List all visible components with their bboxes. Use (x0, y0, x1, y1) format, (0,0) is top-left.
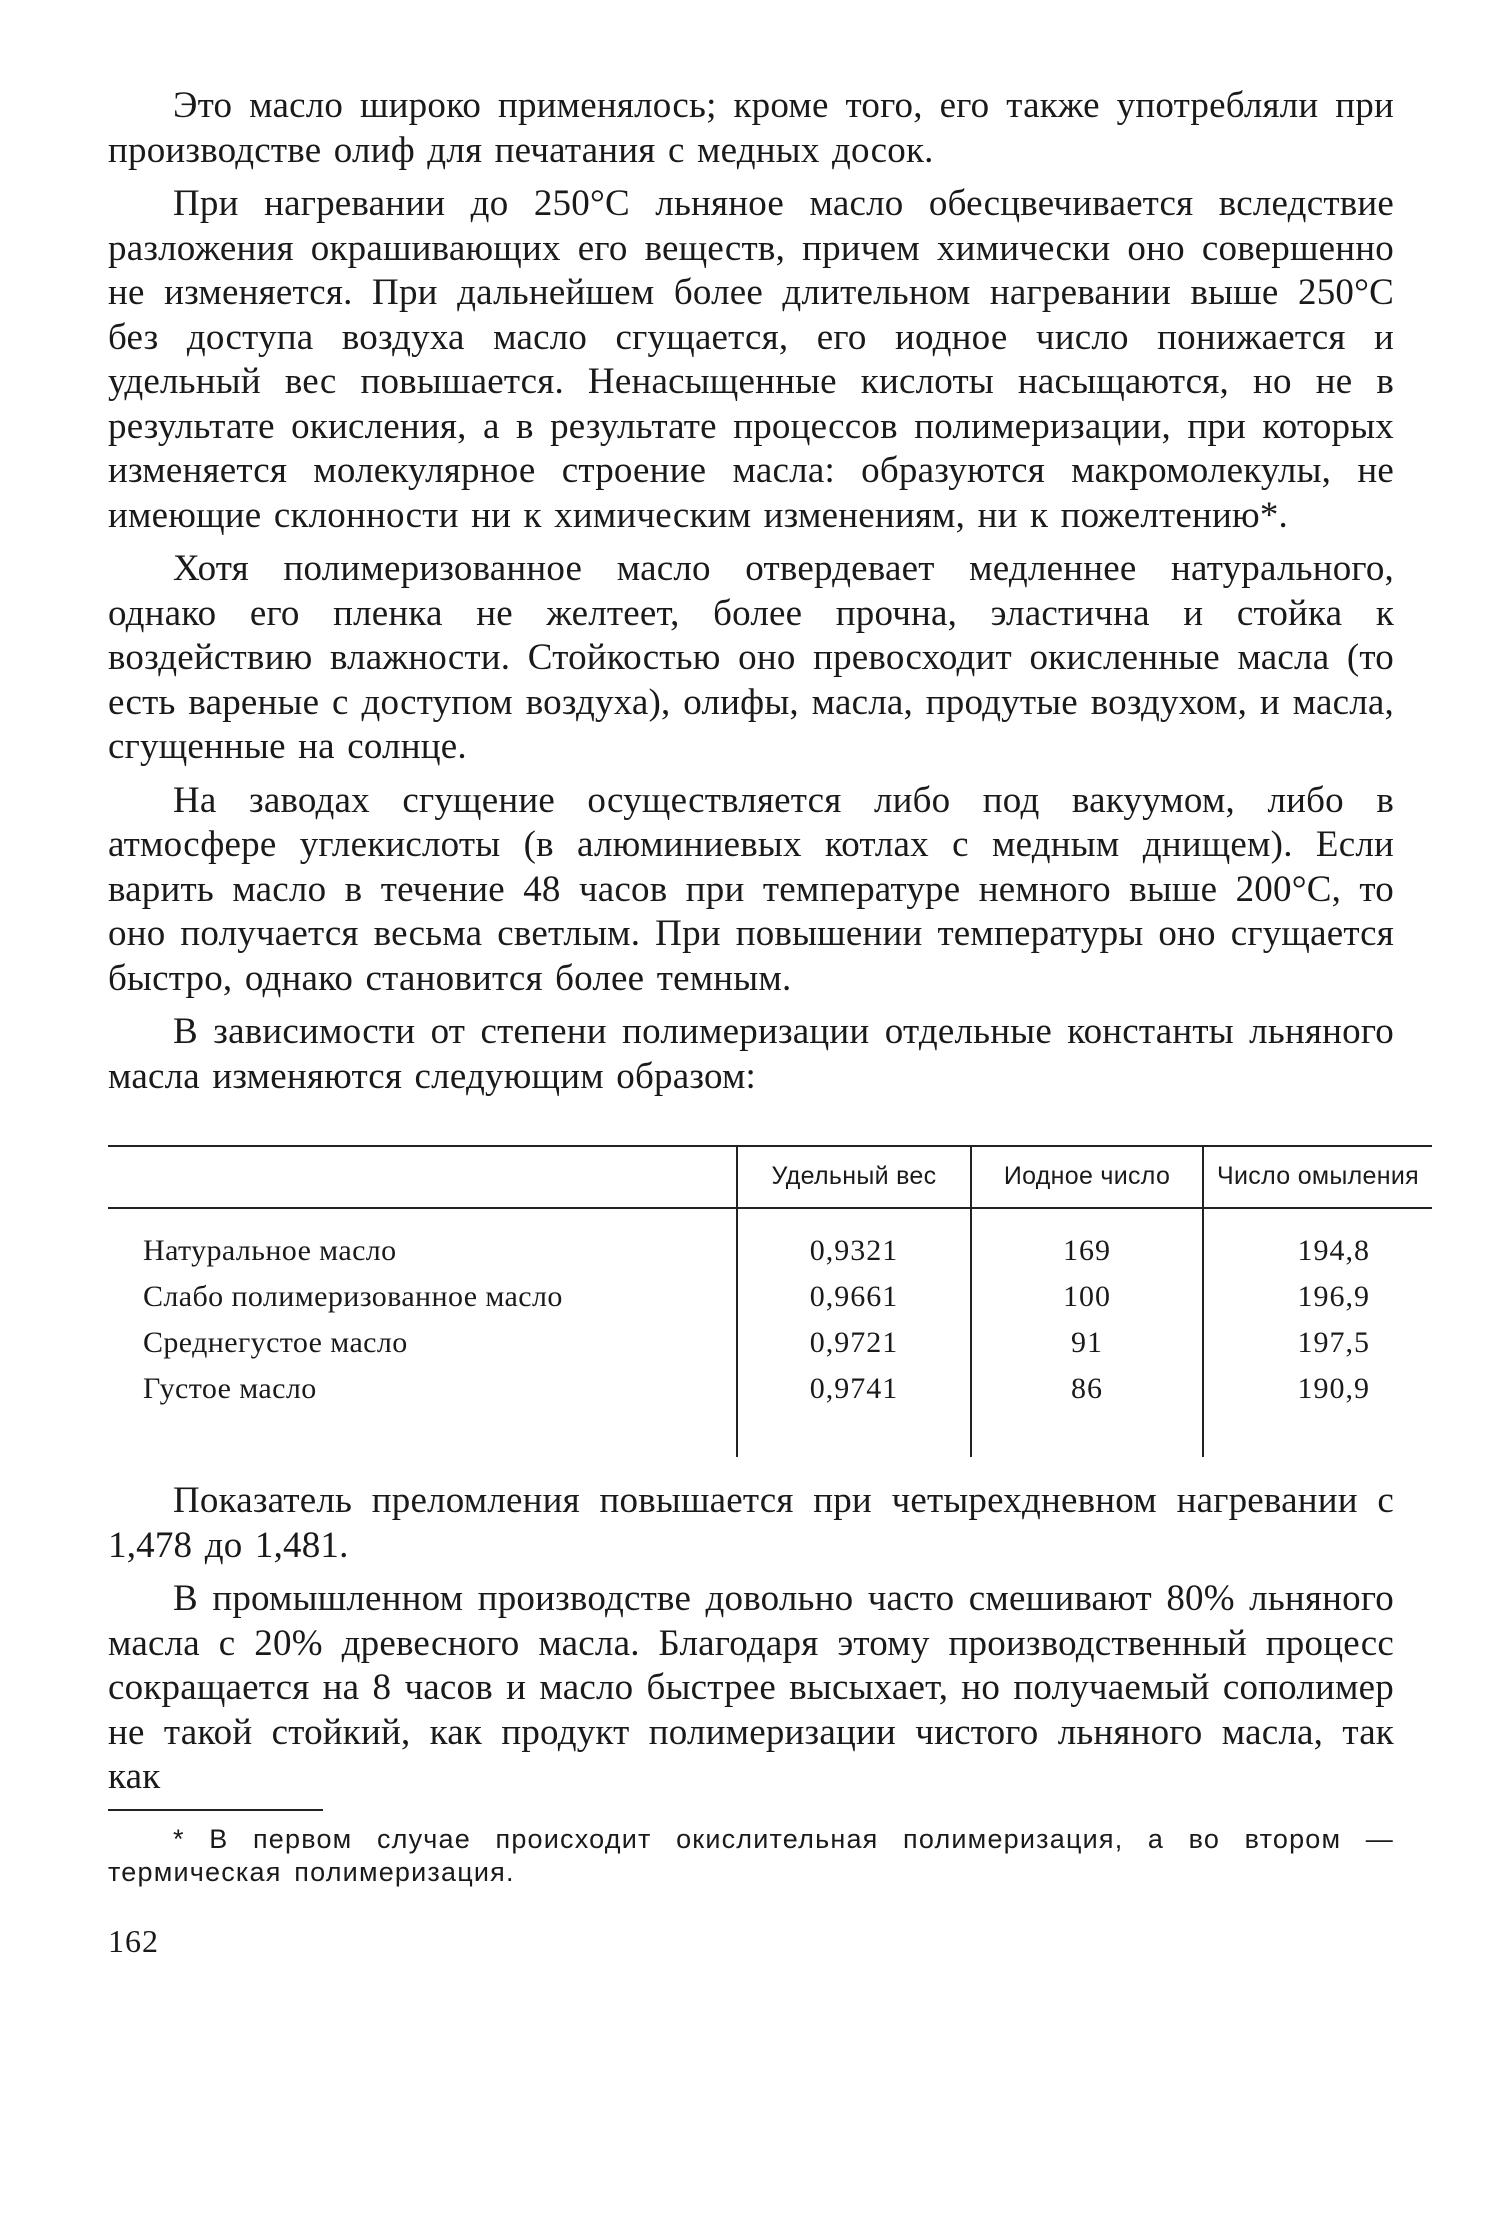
table-row (108, 1366, 1432, 1457)
paragraph: Это масло широко применялось; кроме того, его также употребляли при производстве олиф для печатания с медных досок. (108, 85, 1394, 171)
table-row (108, 1208, 1432, 1274)
oil-name: Слабо полимеризованное масло (143, 1280, 563, 1313)
iodine-number-value: 91 (971, 1320, 1203, 1366)
paragraph: Хотя полимеризованное масло отвердевает медленнее натурального, однако его пленка не желтеет, более прочна, эластична и стойка к воздействию влажности. Стойкостью оно превосходит окисленные масла (то есть вареные с доступом воздуха), олифы, масла, продутые воздухом, и масла, сгущенные на солнце. (108, 548, 1394, 767)
constants-table (108, 1145, 1432, 1457)
paragraph: В зависимости от степени полимеризации отдельные константы льняного масла изменяются следующим образом: (108, 1011, 1394, 1097)
text-after-table (108, 1479, 1394, 1800)
header-oil-type (108, 1146, 737, 1208)
page-number: 162 (108, 1922, 159, 1959)
oil-constants-table (108, 1145, 1419, 1457)
header-iodine-number: Иодное число (971, 1146, 1203, 1208)
saponification-number-value: 196,9 (1203, 1274, 1432, 1320)
iodine-number-value: 100 (971, 1274, 1203, 1320)
saponification-number-value: 190,9 (1203, 1366, 1432, 1457)
iodine-number-value: 86 (971, 1366, 1203, 1457)
book-page (108, 84, 1419, 1960)
footnote-divider (108, 1809, 323, 1811)
table-row (108, 1320, 1432, 1366)
specific-gravity-value: 0,9661 (737, 1274, 971, 1320)
paragraph: В промышленном производстве довольно часто смешивают 80% льняного масла с 20% древесного масла. Благодаря этому производственный процесс сокращается на 8 часов и масло быстрее высыхает, но получаемый сополимер не такой стойкий, как продукт полимеризации чистого льняного масла, так как (108, 1578, 1394, 1797)
specific-gravity-value: 0,9321 (737, 1208, 971, 1274)
paragraph: Показатель преломления повышается при четырехдневном нагревании с 1,478 до 1,481. (108, 1480, 1394, 1566)
oil-name: Натуральное масло (143, 1234, 397, 1267)
header-saponification-number: Число омыления (1203, 1146, 1432, 1208)
specific-gravity-value: 0,9741 (737, 1366, 971, 1457)
paragraph: При нагревании до 250°С льняное масло обесцвечивается вследствие разложения окрашивающих его веществ, причем химически оно совершенно не изменяется. При дальнейшем более длительном нагревании выше 250°С без доступа воздуха масло сгущается, его иодное число понижается и удельный вес повышается. Ненасыщенные кислоты насыщаются, но не в результате окисления, а в результате процессов полимеризации, при которых изменяется молекулярное строение масла: образуются макромолекулы, не имеющие склонности ни к химическим изменениям, ни к пожелтению*. (108, 183, 1394, 536)
saponification-number-value: 197,5 (1203, 1320, 1432, 1366)
table-header (108, 1146, 1432, 1208)
oil-name: Среднегустое масло (143, 1326, 408, 1359)
table-row (108, 1274, 1432, 1320)
header-specific-gravity: Удельный вес (737, 1146, 971, 1208)
table-body (108, 1208, 1432, 1457)
footnote: * В первом случае происходит окислительная полимеризация, а во втором — термическая полимеризация. (108, 1823, 1394, 1887)
saponification-number-value: 194,8 (1203, 1208, 1432, 1274)
paragraph: На заводах сгущение осуществляется либо под вакуумом, либо в атмосфере углекислоты (в алюминиевых котлах с медным днищем). Если варить масло в течение 48 часов при температуре немного выше 200°С, то оно получается весьма светлым. При повышении температуры оно сгущается быстро, однако становится более темным. (108, 779, 1394, 999)
iodine-number-value: 169 (971, 1208, 1203, 1274)
specific-gravity-value: 0,9721 (737, 1320, 971, 1366)
oil-name: Густое масло (143, 1372, 317, 1405)
table-header-row (108, 1146, 1432, 1208)
